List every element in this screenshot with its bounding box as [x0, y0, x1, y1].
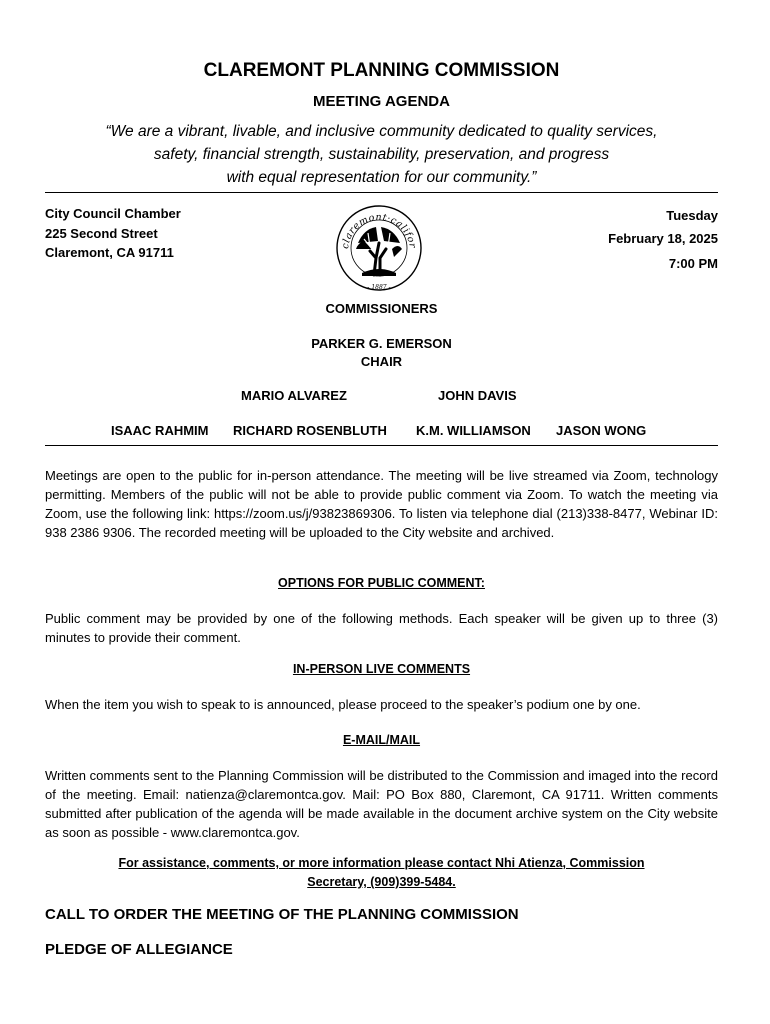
- email-paragraph: Written comments sent to the Planning Commission will be distributed to the Commission and imaged into the record of the meeting. Email: natienza@claremontca.gov. Mail: PO Box 880, Claremont, CA 91711. Written comments submitted after publication of the agenda will be made available in the document archive system on the City website as soon as possible - www.claremontca.gov.: [45, 768, 718, 840]
- options-heading: OPTIONS FOR PUBLIC COMMENT:: [278, 576, 485, 590]
- meeting-date: February 18, 2025: [608, 231, 718, 246]
- email-heading: E-MAIL/MAIL: [342, 733, 421, 747]
- commissioner-name: MARIO ALVAREZ: [241, 388, 347, 403]
- pledge-heading: PLEDGE OF ALLEGIANCE: [45, 941, 233, 958]
- location-line-1: City Council Chamber: [45, 206, 181, 221]
- call-to-order-heading: CALL TO ORDER THE MEETING OF THE PLANNING COMMISSION: [45, 906, 519, 923]
- commissioner-name: K.M. WILLIAMSON: [416, 423, 531, 438]
- location-line-2: 225 Second Street: [45, 225, 158, 241]
- meeting-time: 7:00 PM: [668, 256, 718, 271]
- chair-block: [45, 335, 718, 371]
- assistance-line-2: Secretary, (909)399-5484.: [307, 875, 456, 889]
- motto-line-3: with equal representation for our community.”: [226, 169, 537, 186]
- document-title: CLAREMONT PLANNING COMMISSION: [203, 60, 560, 81]
- motto-line-1: “We are a vibrant, livable, and inclusive community dedicated to quality services,: [105, 123, 658, 140]
- commissioners-divider: [45, 445, 718, 446]
- meeting-location: [45, 204, 181, 263]
- commissioner-name: JASON WONG: [556, 423, 647, 438]
- meeting-intro-paragraph: Meetings are open to the public for in-person attendance. The meeting will be live streamed via Zoom, technology permitting. Members of the public will not be able to provide public comment via Zoom. To watch the meeting via Zoom, use the following link: https://zoom.us/j/93823869306. To listen via telephone dial (213)338-8477, Webinar ID: 938 2386 9306. The recorded meeting will be uploaded to the City website and archived.: [45, 468, 718, 540]
- document-subtitle: MEETING AGENDA: [313, 93, 450, 110]
- svg-text:- 1887 -: - 1887 -: [367, 284, 391, 291]
- agenda-page: [45, 0, 718, 1024]
- inperson-paragraph: When the item you wish to speak to is announced, please proceed to the speaker’s podium one by one.: [45, 697, 641, 712]
- commissioner-name: RICHARD ROSENBLUTH: [233, 423, 387, 438]
- options-paragraph: Public comment may be provided by one of the following methods. Each speaker will be given up to three (3) minutes to provide their comment.: [45, 611, 718, 645]
- motto-line-2: safety, financial strength, sustainability, preservation, and progress: [153, 146, 610, 163]
- commissioners-heading: COMMISSIONERS: [325, 301, 438, 316]
- chair-title: CHAIR: [360, 354, 403, 369]
- commissioner-name: JOHN DAVIS: [438, 388, 517, 403]
- meeting-day: Tuesday: [666, 208, 718, 223]
- header-divider: [45, 192, 718, 193]
- commissioner-name: ISAAC RAHMIM: [111, 423, 209, 438]
- city-motto: [45, 120, 718, 189]
- inperson-heading: IN-PERSON LIVE COMMENTS: [292, 662, 471, 676]
- city-seal-tree-icon: [334, 203, 424, 293]
- svg-text:claremont·california: claremont·califor: [340, 211, 418, 250]
- meeting-schedule: [608, 204, 718, 275]
- location-line-3: Claremont, CA 91711: [45, 245, 174, 260]
- assistance-line-1: For assistance, comments, or more information please contact Nhi Atienza, Commission: [118, 856, 645, 870]
- assistance-contact: [45, 854, 718, 892]
- chair-name: PARKER G. EMERSON: [311, 336, 452, 351]
